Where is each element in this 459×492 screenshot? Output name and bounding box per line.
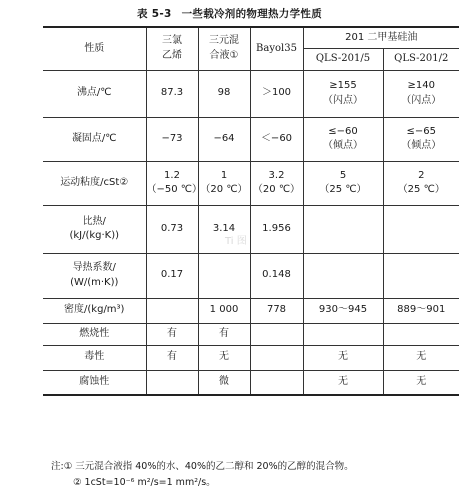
row-label-line: 毒性 xyxy=(84,351,105,363)
cell-line: 1.2 xyxy=(164,169,180,181)
watermark: Ti 图 xyxy=(225,236,247,247)
header-ternary-mixture xyxy=(198,27,250,70)
cell-line: （20 ℃） xyxy=(200,184,248,195)
cell-line: 3.14 xyxy=(212,222,236,234)
table-cell xyxy=(250,205,303,253)
row-label-line: (W/(m·K)) xyxy=(70,276,119,288)
cell-line: （倾点） xyxy=(401,140,442,151)
cell-line: 无 xyxy=(338,376,348,387)
footnotes xyxy=(51,459,354,491)
cell-line: −73 xyxy=(161,132,183,144)
table-number: 表 5-3 xyxy=(136,8,172,20)
row-label-line: 密度/(kg/m³) xyxy=(64,304,125,316)
cell-line: 无 xyxy=(416,351,427,363)
cell-line: 778 xyxy=(266,304,287,316)
cell-line: （20 ℃） xyxy=(252,184,301,195)
table-cell xyxy=(250,298,303,323)
row-label xyxy=(43,323,146,345)
row-label xyxy=(43,205,146,253)
table-row xyxy=(43,298,459,323)
table-row xyxy=(43,370,459,395)
cell-line: ＜−60 xyxy=(260,132,293,144)
cell-line: （倾点） xyxy=(323,140,363,151)
table-cell xyxy=(146,117,198,161)
table-cell xyxy=(146,345,198,370)
cell-line: 0.17 xyxy=(160,269,184,281)
table-cell xyxy=(198,205,250,253)
table-row xyxy=(43,205,459,253)
table-cell xyxy=(146,298,198,323)
table-cell xyxy=(198,253,250,298)
table-cell xyxy=(383,253,459,298)
cell-line: 有 xyxy=(219,327,229,339)
table-cell xyxy=(303,161,383,205)
table-cell xyxy=(198,323,250,345)
row-label xyxy=(43,345,146,370)
header-property: 性质 xyxy=(43,27,146,70)
cell-line: 2 xyxy=(418,169,425,181)
cell-line: （闪点） xyxy=(323,94,363,106)
cell-line: 无 xyxy=(416,376,427,387)
cell-line: 有 xyxy=(167,351,177,363)
row-label xyxy=(43,370,146,395)
row-label xyxy=(43,298,146,323)
table-cell xyxy=(383,205,459,253)
footnote-2: ② 1cSt=10⁻⁶ m²/s=1 mm²/s。 xyxy=(73,477,216,488)
cell-line: 930～945 xyxy=(318,304,368,316)
table-caption: 一些载冷剂的物理热力学性质 xyxy=(181,8,323,20)
header-trichloroethylene xyxy=(146,27,198,70)
cell-line: ≥140 xyxy=(407,80,435,91)
table-cell xyxy=(303,117,383,161)
table-cell xyxy=(383,70,459,117)
header-qls-201-5: QLS-201/5 xyxy=(303,48,383,70)
row-label xyxy=(43,70,146,117)
row-label xyxy=(43,253,146,298)
header-silicone-oil-group: 201 二甲基硅油 xyxy=(303,27,459,48)
row-label-line: 运动粘度/cSt② xyxy=(60,176,129,188)
table-cell xyxy=(250,345,303,370)
row-label xyxy=(43,161,146,205)
table-cell xyxy=(198,345,250,370)
table-cell xyxy=(198,370,250,395)
row-label-line: 沸点/℃ xyxy=(76,87,112,99)
cell-line: 无 xyxy=(219,351,229,363)
table-cell xyxy=(303,253,383,298)
table-row xyxy=(43,253,459,298)
table-cell xyxy=(146,70,198,117)
cell-line: 有 xyxy=(167,327,177,339)
footnote-1: 注:① 三元混合液指 40%的水、40%的乙二醇和 20%的乙醇的混合物。 xyxy=(51,461,354,472)
cell-line: 3.2 xyxy=(268,169,285,181)
table-cell xyxy=(383,298,459,323)
table-row xyxy=(43,161,459,205)
cell-line: 5 xyxy=(339,169,347,181)
cell-line: 0.148 xyxy=(262,269,291,281)
cell-line: （25 ℃） xyxy=(319,184,367,195)
table-cell xyxy=(383,323,459,345)
row-label-line: 燃烧性 xyxy=(79,327,110,339)
cell-line: ≥155 xyxy=(329,80,357,91)
cell-line: 1 xyxy=(220,169,228,181)
header-col1-line: 三氯 xyxy=(162,35,182,47)
table-title xyxy=(0,6,459,21)
cell-line: −64 xyxy=(213,132,235,144)
cell-line: 微 xyxy=(219,376,229,387)
header-bayol35: Bayol35 xyxy=(250,27,303,70)
table-cell xyxy=(250,323,303,345)
table-cell xyxy=(303,370,383,395)
table-cell xyxy=(250,370,303,395)
table-cell xyxy=(198,161,250,205)
cell-line: （25 ℃） xyxy=(397,184,445,195)
table-row xyxy=(43,70,459,117)
cell-line: 0.73 xyxy=(160,222,184,234)
table-cell xyxy=(383,370,459,395)
table-cell xyxy=(303,298,383,323)
table-cell xyxy=(303,205,383,253)
table-row xyxy=(43,345,459,370)
table-cell xyxy=(198,298,250,323)
cell-line: 1 000 xyxy=(209,304,239,316)
cell-line: 889～901 xyxy=(397,304,446,316)
row-label-line: (kJ/(kg·K)) xyxy=(69,230,120,241)
table-row xyxy=(43,117,459,161)
row-label-line: 凝固点/℃ xyxy=(71,132,117,144)
header-col2-line: 三元混 xyxy=(209,35,239,47)
table-cell xyxy=(146,205,198,253)
table-cell xyxy=(250,253,303,298)
cell-line: ≤−60 xyxy=(328,125,358,137)
cell-line: 87.3 xyxy=(160,87,184,99)
table-cell xyxy=(146,161,203,205)
properties-table xyxy=(43,26,459,396)
row-label-line: 腐蚀性 xyxy=(79,376,110,387)
cell-line: ≤−65 xyxy=(406,125,436,137)
row-label-line: 导热系数/ xyxy=(72,262,116,273)
header-qls-201-2: QLS-201/2 xyxy=(383,48,459,70)
table-cell xyxy=(383,117,459,161)
table-cell xyxy=(303,70,383,117)
header-col1-line: 乙烯 xyxy=(162,49,182,61)
table-cell xyxy=(250,70,303,117)
table-cell xyxy=(146,323,198,345)
cell-line: 无 xyxy=(338,351,348,363)
header-col2-line: 合液① xyxy=(209,49,239,61)
table-cell xyxy=(303,345,383,370)
table-cell xyxy=(198,117,250,161)
table-cell xyxy=(198,70,250,117)
cell-line: ＞100 xyxy=(261,87,292,99)
cell-line: （−50 ℃） xyxy=(146,184,203,195)
cell-line: 98 xyxy=(217,87,231,99)
table-cell xyxy=(250,117,303,161)
cell-line: （闪点） xyxy=(401,94,442,106)
cell-line: 1.956 xyxy=(262,222,291,234)
row-label xyxy=(43,117,146,161)
table-cell xyxy=(146,253,198,298)
table-cell xyxy=(383,161,459,205)
table-cell xyxy=(383,345,459,370)
row-label-line: 比热/ xyxy=(82,215,106,227)
table-cell xyxy=(250,161,303,205)
table-cell xyxy=(146,370,198,395)
table-row xyxy=(43,323,459,345)
table-cell xyxy=(303,323,383,345)
